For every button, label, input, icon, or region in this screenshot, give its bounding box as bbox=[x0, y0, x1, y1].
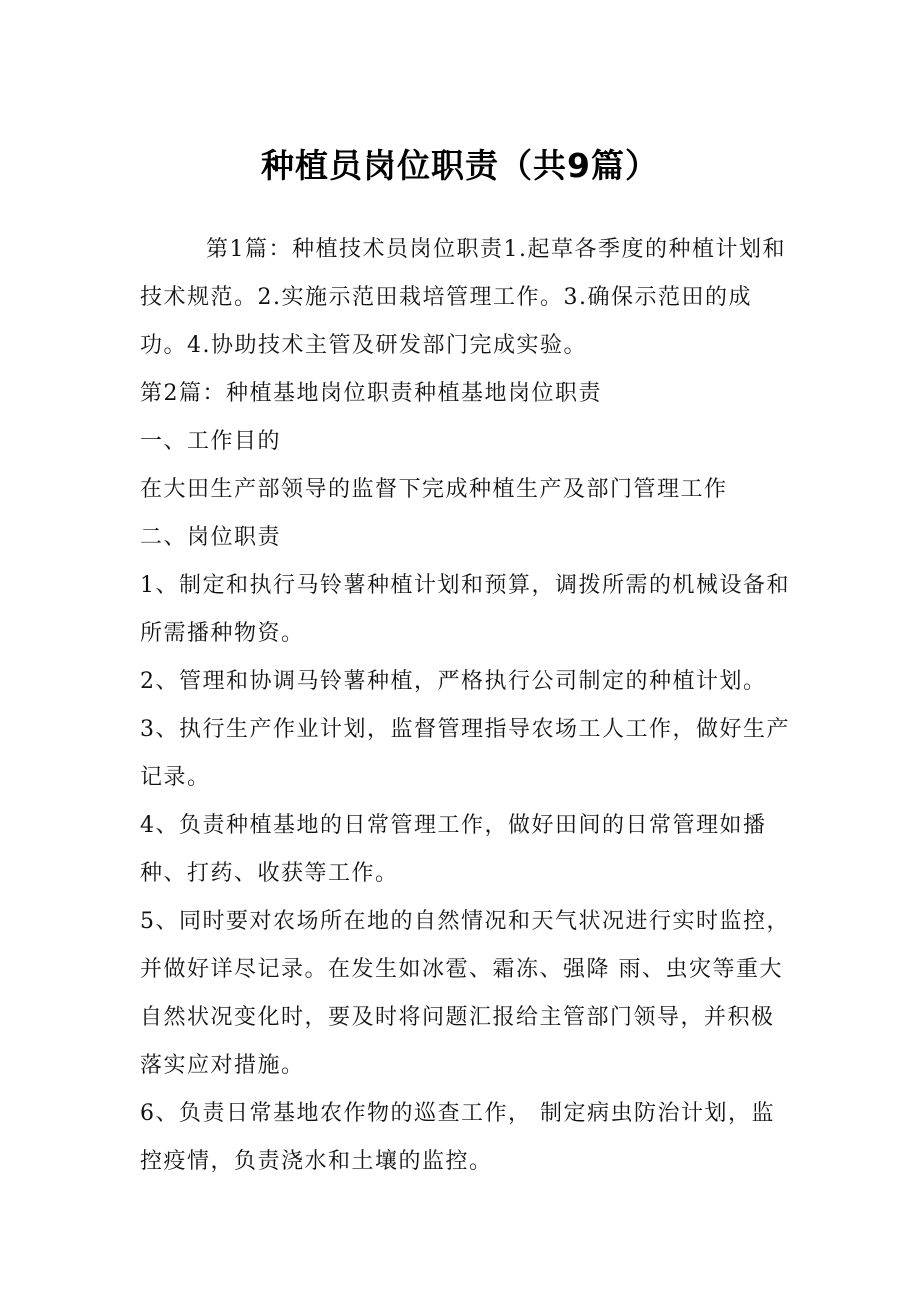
section-heading-duties: 二、岗位职责 bbox=[140, 525, 282, 550]
duty-item-1: 1、制定和执行马铃薯种植计划和预算，调拨所需的机械设备和所需播种物资。 bbox=[140, 573, 790, 646]
paragraph-chapter-1: 第1篇：种植技术员岗位职责1.起草各季度的种植计划和技术规范。2.实施示范田栽培管理工作。3.确保示范田的成功。4.协助技术主管及研发部门完成实验。 bbox=[140, 237, 786, 358]
paragraph-chapter-2-heading: 第2篇：种植基地岗位职责种植基地岗位职责 bbox=[140, 381, 602, 406]
duty-item-5: 5、同时要对农场所在地的自然情况和天气状况进行实时监控，并做好详尽记录。在发生如冰雹、霜冻、强降 雨、虫灾等重大自然状况变化时，要及时将问题汇报给主管部门领导，并积极落实应对措施。 bbox=[140, 909, 790, 1078]
document-body bbox=[140, 226, 790, 1186]
duty-item-4: 4、负责种植基地的日常管理工作，做好田间的日常管理如播种、打药、收获等工作。 bbox=[140, 813, 767, 886]
duty-item-3: 3、执行生产作业计划，监督管理指导农场工人工作，做好生产记录。 bbox=[140, 717, 790, 790]
duty-item-6: 6、负责日常基地农作物的巡查工作， 制定病虫防治计划，监控疫情，负责浇水和土壤的监控。 bbox=[140, 1101, 775, 1174]
section-heading-purpose: 一、工作目的 bbox=[140, 429, 282, 454]
paragraph-purpose: 在大田生产部领导的监督下完成种植生产及部门管理工作 bbox=[140, 477, 728, 502]
document-title: 种植员岗位职责（共9篇） bbox=[261, 146, 659, 185]
duty-item-2: 2、管理和协调马铃薯种植，严格执行公司制定的种植计划。 bbox=[140, 669, 767, 694]
